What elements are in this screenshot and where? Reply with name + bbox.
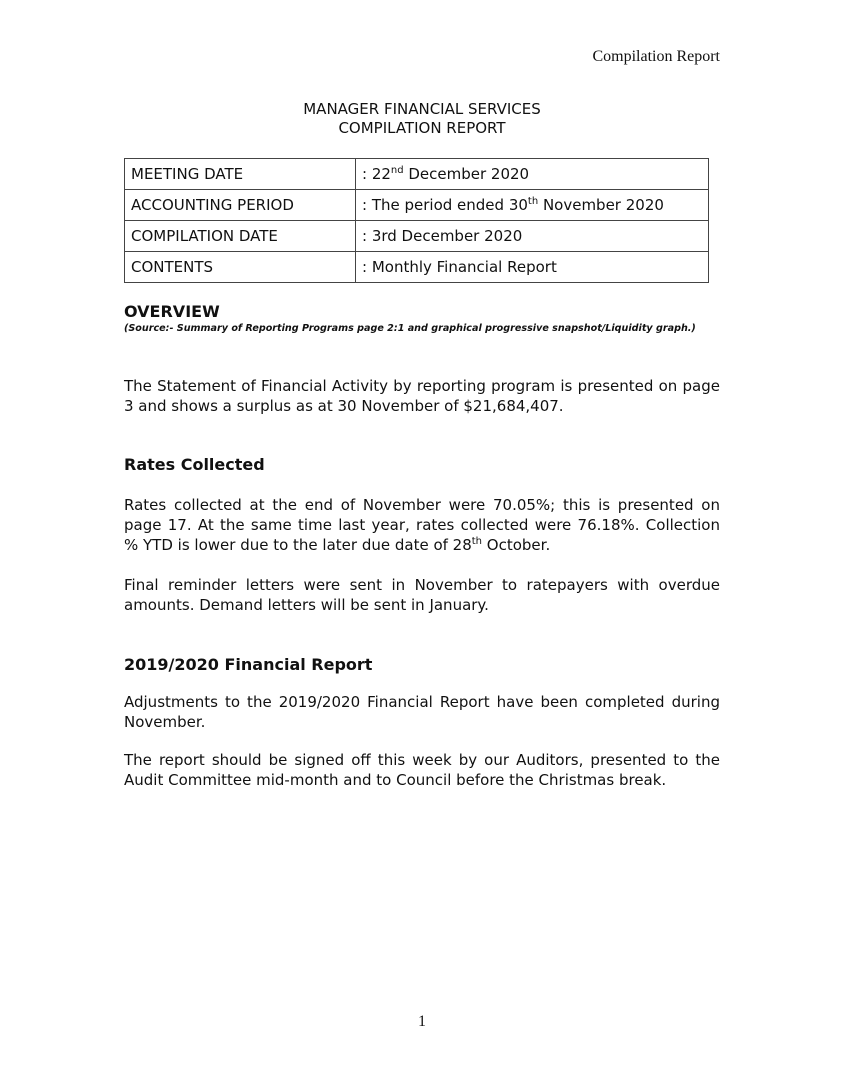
title-line-1: MANAGER FINANCIAL SERVICES — [303, 100, 541, 118]
financial-report-heading: 2019/2020 Financial Report — [124, 655, 373, 674]
overview-heading: OVERVIEW — [124, 302, 220, 321]
compilation-date-value: : 3rd December 2020 — [356, 221, 709, 252]
accounting-period-label: ACCOUNTING PERIOD — [125, 190, 356, 221]
overview-source-note: (Source:- Summary of Reporting Programs page 2:1 and graphical progressive snapshot/Liquidity graph.) — [124, 323, 696, 334]
overview-paragraph-block — [124, 376, 720, 416]
rates-paragraph-2-block — [124, 575, 720, 615]
contents-label: CONTENTS — [125, 252, 356, 283]
rates-collected-heading: Rates Collected — [124, 455, 265, 474]
meeting-info-table — [124, 158, 709, 283]
document-title — [0, 100, 844, 138]
page-number: 1 — [418, 1013, 426, 1030]
compilation-date-label: COMPILATION DATE — [125, 221, 356, 252]
meeting-date-value: : 22nd December 2020 — [356, 159, 709, 190]
rates-paragraph-1: Rates collected at the end of November were 70.05%; this is presented on page 17. At the same time last year, rates collected were 76.18%. Collection % YTD is lower due to the later due date of 28th October. — [124, 496, 720, 554]
rates-collected-section — [124, 455, 720, 474]
table-row — [125, 159, 709, 190]
table-row — [125, 252, 709, 283]
table-row — [125, 190, 709, 221]
rates-paragraph-1-block — [124, 495, 720, 555]
overview-paragraph: The Statement of Financial Activity by reporting program is presented on page 3 and shows a surplus as at 30 November of $21,684,407. — [124, 377, 720, 415]
financial-report-paragraph-2-block — [124, 750, 720, 790]
title-line-2: COMPILATION REPORT — [338, 119, 506, 137]
meeting-date-label: MEETING DATE — [125, 159, 356, 190]
rates-paragraph-2: Final reminder letters were sent in November to ratepayers with overdue amounts. Demand letters will be sent in January. — [124, 576, 720, 614]
table-row — [125, 221, 709, 252]
financial-report-section — [124, 655, 720, 674]
financial-report-paragraph-1: Adjustments to the 2019/2020 Financial Report have been completed during November. — [124, 693, 720, 731]
financial-report-paragraph-2: The report should be signed off this week by our Auditors, presented to the Audit Committee mid-month and to Council before the Christmas break. — [124, 751, 720, 789]
running-header: Compilation Report — [592, 48, 720, 65]
contents-value: : Monthly Financial Report — [356, 252, 709, 283]
overview-section — [124, 302, 720, 334]
accounting-period-value: : The period ended 30th November 2020 — [356, 190, 709, 221]
financial-report-paragraph-1-block — [124, 692, 720, 732]
